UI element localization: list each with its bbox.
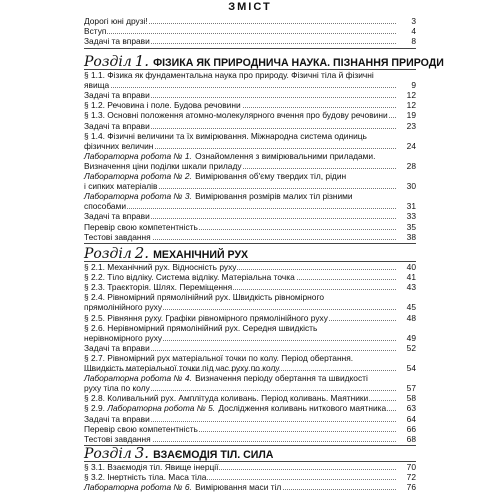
section-heading: [84, 444, 416, 460]
toc-entry-text-wrap: [84, 414, 392, 424]
toc-entry-text-wrap: [84, 313, 392, 323]
toc-entry-page: 64: [406, 413, 416, 424]
dot-leader: [84, 370, 396, 371]
toc-entry-text: прямолінійного руху: [84, 302, 163, 313]
toc-entry-page: 68: [406, 433, 416, 444]
toc-entry: [84, 353, 416, 363]
toc-entry-text: Визначення ціни поділки шкали приладу: [84, 160, 242, 171]
toc-entry-text: § 2.9. Лабораторна робота № 5. Дослідження коливань ниткового маятника: [84, 403, 387, 414]
toc-entry-text: § 3.1. Взаємодія тіл. Явище інерції: [84, 462, 219, 473]
toc-entry-text: Задачі та вправи: [84, 36, 150, 47]
toc-entry-page: 49: [406, 332, 416, 343]
toc-entry-page: 40: [406, 262, 416, 273]
toc-entry-text-wrap: [84, 90, 392, 100]
toc-entry: [84, 36, 416, 46]
toc-entry-text-wrap: [84, 181, 392, 191]
toc-entry-text: способами: [84, 201, 127, 212]
toc-entry-text: Дорогі юні друзі!: [84, 16, 148, 27]
toc-entry-text: § 2.3. Траєкторія. Шлях. Переміщення: [84, 282, 233, 293]
toc-entry-line1: [84, 131, 416, 141]
toc-entry-line1: [84, 363, 416, 373]
toc-entry-text-wrap: [84, 211, 392, 221]
toc-entry-text: нерівномірного руху: [84, 332, 163, 343]
toc-entry-text: Тестові завдання: [84, 433, 151, 444]
section-word: Розділ: [84, 446, 132, 462]
toc-entry-text-wrap: [84, 302, 392, 312]
toc-entry-text: § 2.8. Коливальний рух. Амплітуда коливань. Період коливань. Маятники: [84, 393, 369, 404]
toc-entry-text-wrap: [84, 121, 392, 131]
toc-entry-text: Задачі та вправи: [84, 120, 150, 131]
toc-entry-text-wrap: [84, 70, 392, 80]
toc-entry-text-wrap: [84, 343, 392, 353]
toc-entry-text: § 2.7. Рівномірний рух матеріальної точки по колу. Період обертання.: [84, 352, 354, 363]
toc-entry-text: Ознайомлення з вимірювальними приладами.: [192, 150, 376, 161]
section-word: Розділ: [84, 246, 132, 262]
toc-entry: [84, 262, 416, 272]
toc-entry-text-wrap: [84, 292, 392, 302]
toc-entry-text-wrap: [84, 36, 392, 46]
toc-entry-page: 45: [406, 302, 416, 313]
toc-entry-text-wrap: [84, 282, 392, 292]
toc-entry: [84, 121, 416, 131]
toc-entry: [84, 110, 416, 120]
toc-entry-text: § 2.5. Рівняння руху. Графіки рівномірного прямолінійного руху: [84, 312, 328, 323]
toc-entry-page: 9: [411, 80, 416, 91]
toc-entry: [84, 222, 416, 232]
toc-entry-line1: [84, 70, 416, 80]
toc-entry-text-wrap: [84, 191, 392, 201]
toc-entry-text-wrap: [84, 171, 392, 181]
toc-entry-text-wrap: [84, 333, 392, 343]
toc-entry: [84, 90, 416, 100]
toc-entry-text-wrap: [84, 141, 392, 151]
toc-entry-line1: [84, 323, 416, 333]
toc-entry-text: § 2.6. Нерівномірний прямолінійний рух. Середня швидкість: [84, 322, 318, 333]
toc-entry-text: § 2.2. Тіло відліку. Система відліку. Матеріальна точка: [84, 272, 295, 283]
toc-entry-line1: [84, 171, 416, 181]
toc-entry-text-wrap: [84, 222, 392, 232]
toc-entry-text-wrap: [84, 482, 392, 492]
toc-entry-text: фізичних величин: [84, 140, 154, 151]
toc-entry-line1: [84, 191, 416, 201]
toc-entry: [84, 333, 416, 343]
toc-entry: [84, 383, 416, 393]
toc-entry-text: Вступ: [84, 26, 107, 37]
toc-entry-page: 41: [406, 272, 416, 283]
toc-entry-page: 70: [406, 462, 416, 473]
toc-entry-page: 23: [406, 120, 416, 131]
toc-entry-text: Задачі та вправи: [84, 211, 150, 222]
toc-entry-page: 35: [406, 221, 416, 232]
toc-entry: [84, 472, 416, 482]
toc-entry: [84, 201, 416, 211]
toc-entry-text: Перевір свою компетентність: [84, 423, 198, 434]
toc-entry: [84, 403, 416, 413]
toc-entry: [84, 16, 416, 26]
toc-entry-line1: [84, 151, 416, 161]
toc-entry-page: 54: [406, 363, 416, 374]
toc-entry-text: Визначення періоду обертання та швидкості: [192, 373, 368, 384]
toc-entry-text-wrap: [84, 16, 392, 26]
toc-entry-text: § 3.2. Інертність тіла. Маса тіла: [84, 472, 207, 483]
toc-entry-text-wrap: [84, 472, 392, 482]
lab-label: Лабораторна робота № 3.: [84, 191, 192, 202]
toc-entry-text: § 1.4. Фізичні величини та їх вимірювання. Міжнародна система одиниць: [84, 130, 367, 141]
toc-entry: [84, 282, 416, 292]
section-word: Розділ: [84, 54, 132, 70]
toc-entry-text-wrap: [84, 424, 392, 434]
toc-entry-text-wrap: [84, 363, 392, 373]
section-title: МЕХАНІЧНИЙ РУХ: [153, 249, 249, 261]
toc-entry-page: 63: [406, 403, 416, 414]
toc-entry-text: § 2.4. Рівномірний прямолінійний рух. Швидкість рівномірного: [84, 292, 324, 303]
toc-entry-text-wrap: [84, 272, 392, 282]
toc-entry-text-wrap: [84, 110, 392, 120]
toc-entry-line1: [84, 373, 416, 383]
toc-entry: [84, 141, 416, 151]
toc-entry-page: 12: [406, 100, 416, 111]
toc-entry-text-wrap: [84, 151, 392, 161]
toc-entry-text: Задачі та вправи: [84, 413, 150, 424]
toc-entry: [84, 181, 416, 191]
toc-entry-text: Лабораторна робота № 6. Вимірювання маси тіл: [84, 482, 282, 493]
toc-entry-text-wrap: [84, 80, 392, 90]
toc-entry-text-wrap: [84, 434, 392, 444]
toc-entry-text-wrap: [84, 403, 392, 413]
section-number: 2.: [134, 244, 150, 262]
toc-entry-text: Задачі та вправи: [84, 342, 150, 353]
toc-entry-text-wrap: [84, 383, 392, 393]
toc-entry: [84, 161, 416, 171]
toc-entry-text-wrap: [84, 161, 392, 171]
lab-label: Лабораторна робота № 1.: [84, 150, 192, 161]
toc-entry-page: 38: [406, 231, 416, 242]
toc-entry: [84, 26, 416, 36]
toc-entry-text: і сипких матеріалів: [84, 181, 158, 192]
toc-entry: [84, 313, 416, 323]
toc-entry: [84, 272, 416, 282]
toc-entry: [84, 462, 416, 472]
toc-entry-page: 52: [406, 342, 416, 353]
toc-entry-page: 66: [406, 423, 416, 434]
toc-entry-page: 58: [406, 393, 416, 404]
toc-entry-text-wrap: [84, 26, 392, 36]
toc-entry-text: § 1.1. Фізика як фундаментальна наука про природу. Фізичні тіла й фізичні: [84, 70, 374, 81]
toc-entry-text: Задачі та вправи: [84, 90, 150, 101]
lab-label: Лабораторна робота № 4.: [84, 373, 192, 384]
toc-entry-page: 4: [411, 26, 416, 37]
toc-entry-line1: [84, 292, 416, 302]
toc-entry: [84, 424, 416, 434]
toc-entry-text: руху тіла по колу: [84, 383, 150, 394]
toc-entry-text-wrap: [84, 262, 392, 272]
toc-entry-text: § 2.1. Механічний рух. Відносність руху: [84, 262, 237, 273]
toc-entry: [84, 343, 416, 353]
toc-entry-page: 48: [406, 312, 416, 323]
section-heading: [84, 52, 444, 70]
toc-entry-page: 30: [406, 181, 416, 192]
toc-entry-text: § 1.2. Речовина і поле. Будова речовини: [84, 100, 241, 111]
toc-entry-page: 43: [406, 282, 416, 293]
toc-entry: [84, 232, 416, 242]
toc-entry-text: Вимірювання розмірів малих тіл різними: [192, 191, 353, 202]
section-number: 1.: [134, 52, 150, 70]
page-title: ЗМІСТ: [228, 1, 272, 13]
toc-entry-page: 28: [406, 160, 416, 171]
toc-entry-page: 8: [411, 36, 416, 47]
lab-label: Лабораторна робота № 2.: [84, 171, 192, 182]
toc-entry-text: явища: [84, 80, 110, 91]
lab-label: Лабораторна робота № 5.: [107, 403, 216, 414]
toc-entry-text-wrap: [84, 353, 392, 363]
toc-entry-page: 57: [406, 383, 416, 394]
toc-entry-text-wrap: [84, 323, 392, 333]
toc-entry-text-wrap: [84, 131, 392, 141]
toc-entry-text-wrap: [84, 373, 392, 383]
toc-entry-page: 33: [406, 211, 416, 222]
toc-entry-text: Тестові завдання: [84, 231, 151, 242]
toc-entry-page: 24: [406, 140, 416, 151]
toc-entry-page: 12: [406, 90, 416, 101]
toc-entry-page: 3: [411, 16, 416, 27]
toc-entry: [84, 100, 416, 110]
toc-entry-text-wrap: [84, 201, 392, 211]
toc-entry-page: 19: [406, 110, 416, 121]
lab-label: Лабораторна робота № 6.: [84, 482, 192, 493]
toc-entry-page: 72: [406, 472, 416, 483]
toc-entry-text-wrap: [84, 100, 392, 110]
toc-entry: [84, 211, 416, 221]
toc-entry-text-wrap: [84, 393, 392, 403]
section-title: ВЗАЄМОДІЯ ТІЛ. СИЛА: [153, 449, 274, 461]
toc-entry: [84, 80, 416, 90]
toc-entry: [84, 434, 416, 444]
toc-entry: [84, 482, 416, 492]
toc-entry-text: Перевір свою компетентність: [84, 221, 198, 232]
toc-entry-text-wrap: [84, 232, 392, 242]
section-number: 3.: [134, 444, 150, 462]
section-title: ФІЗИКА ЯК ПРИРОДНИЧА НАУКА. ПІЗНАННЯ ПРИРОДИ: [153, 57, 444, 69]
toc-entry-text: Швидкість матеріальної точки під час руху по колу: [84, 363, 280, 374]
toc-entry-text: § 1.3. Основні положення атомно-молекулярного вчення про будову речовини: [84, 110, 388, 121]
section-heading: [84, 244, 416, 260]
toc-entry: [84, 393, 416, 403]
rule: [84, 48, 416, 49]
toc-entry: [84, 414, 416, 424]
toc-entry-page: 31: [406, 201, 416, 212]
toc-entry-text: Вимірювання об'єму твердих тіл, рідин: [192, 171, 347, 182]
toc-entry-text-wrap: [84, 462, 392, 472]
toc-entry: [84, 302, 416, 312]
toc-entry-page: 76: [406, 482, 416, 493]
